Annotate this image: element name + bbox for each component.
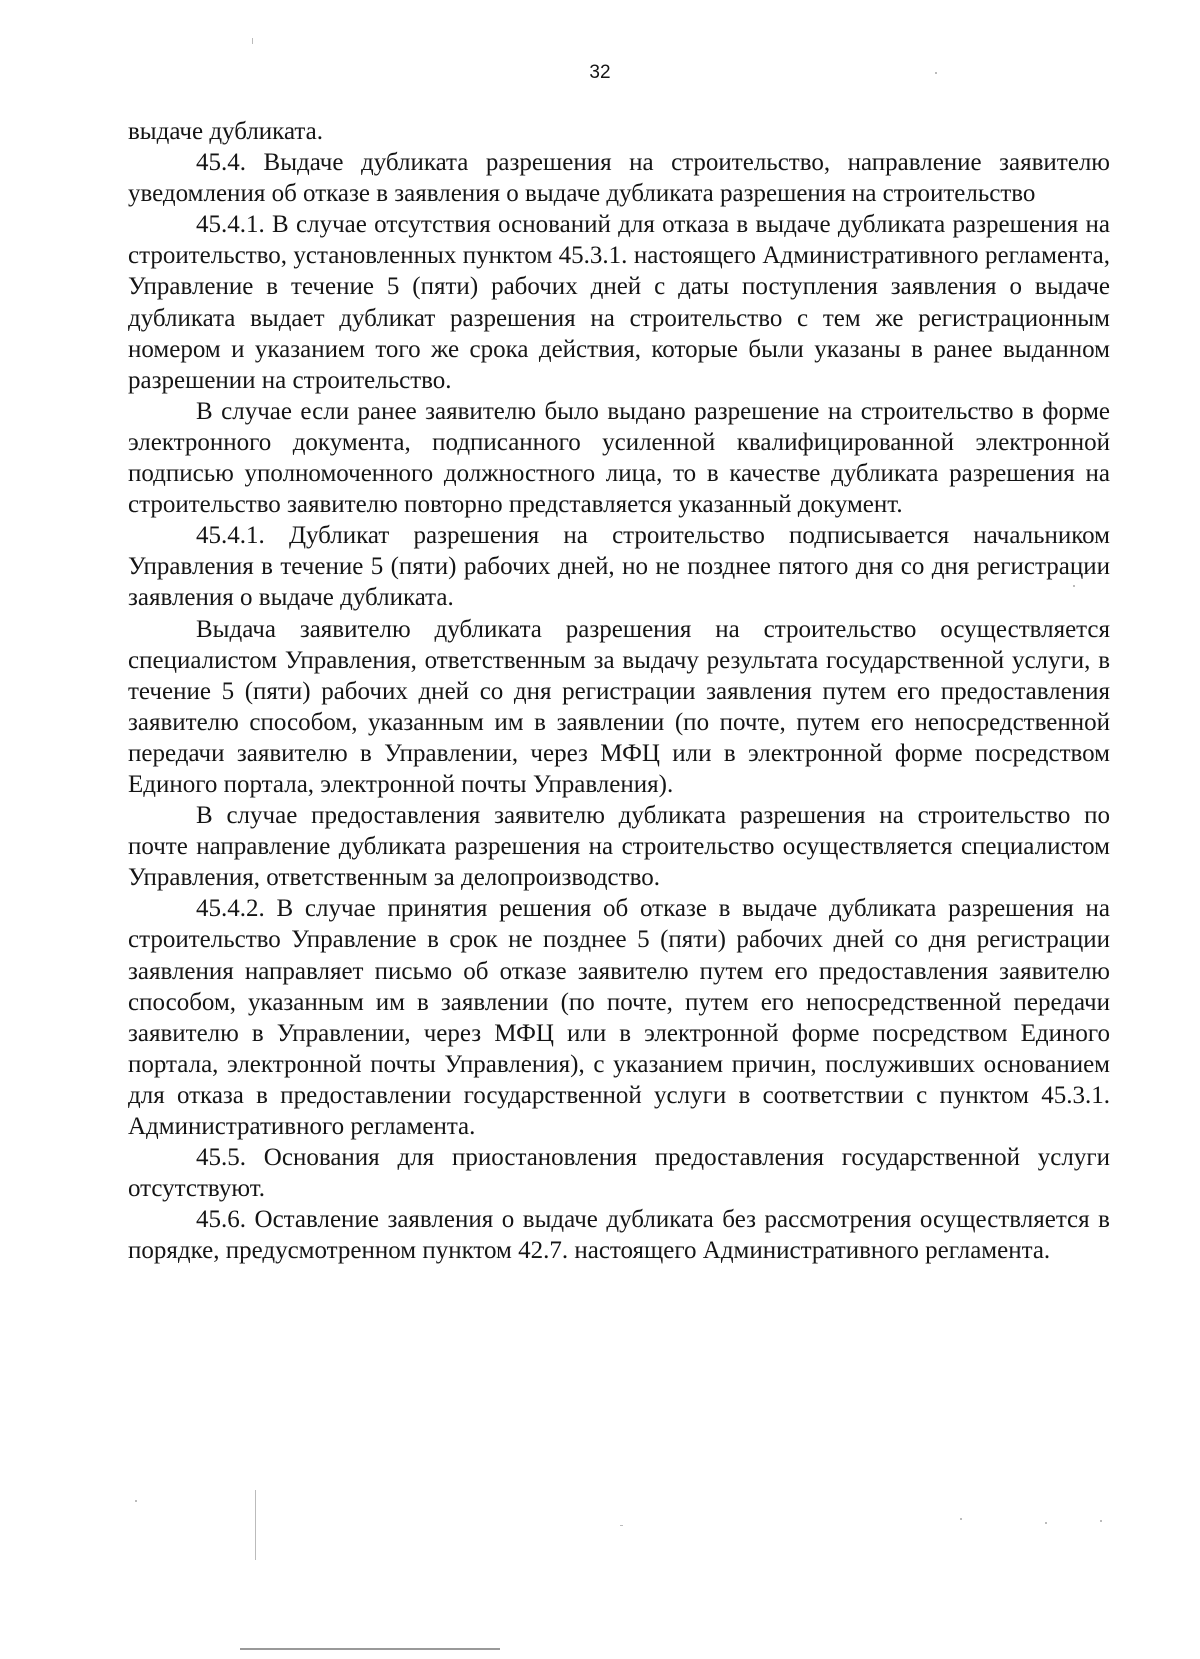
scan-edge-line (240, 1648, 500, 1650)
paragraph-electronic-document: В случае если ранее заявителю было выдано разрешение на строительство в форме электронного документа, подписанного усиленной квалифицированной электронной подписью уполномоченного должностного лица, то в качестве дубликата разрешения на строительство заявителю повторно представляется указанный документ. (128, 397, 1110, 519)
scan-speck (1073, 585, 1075, 587)
page-number: 32 (589, 62, 611, 83)
paragraph-continuation: выдаче дубликата. (128, 118, 323, 145)
scan-speck (1045, 1522, 1047, 1524)
paragraph-45-4-2: 45.4.2. В случае принятия решения об отказе в выдаче дубликата разрешения на строительство Управление в срок не позднее 5 (пяти) рабочих дней со дня регистрации заявления направляет письмо об отказе заявителю путем его предоставления заявителю способом, указанным им в заявлении (по почте, путем его непосредственной передачи заявителю в Управлении, через МФЦ или в электронной форме посредством Единого портала, электронной почты Управления), с указанием причин, послуживших основанием для отказа в предоставлении государственной услуги в соответствии с пунктом 45.3.1. Административного регламента. (128, 895, 1110, 1140)
scan-speck (1100, 1520, 1102, 1522)
scan-speck (935, 72, 937, 74)
paragraph-45-5: 45.5. Основания для приостановления предоставления государственной услуги отсутствуют. (128, 1144, 1110, 1203)
paragraph-issuance: Выдача заявителю дубликата разрешения на строительство осуществляется специалистом Управления, ответственным за выдачу результата государственной услуги, в течение 5 (пяти) рабочих дней со дня регистрации заявления путем его предоставления заявителю способом, указанным им в заявлении (по почте, путем его непосредственной передачи заявителю в Управлении, через МФЦ или в электронной форме посредством Единого портала, электронной почты Управления). (128, 615, 1110, 798)
paragraph-45-4-1-signing: 45.4.1. Дубликат разрешения на строительство подписывается начальником Управления в течение 5 (пяти) рабочих дней, но не позднее пятого дня со дня регистрации заявления о выдаче дубликата. (128, 522, 1110, 612)
paragraph-45-4: 45.4. Выдаче дубликата разрешения на строительство, направление заявителю уведомления об отказе в заявления о выдаче дубликата разрешения на строительство (128, 149, 1110, 208)
scan-speck (135, 1500, 137, 1502)
scan-speck (960, 1518, 962, 1520)
paragraph-postal-delivery: В случае предоставления заявителю дубликата разрешения на строительство по почте направление дубликата разрешения на строительство осуществляется специалистом Управления, ответственным за делопроизводство. (128, 802, 1110, 892)
paragraph-45-6: 45.6. Оставление заявления о выдаче дубликата без рассмотрения осуществляется в порядке, предусмотренном пунктом 42.7. настоящего Административного регламента. (128, 1206, 1110, 1265)
paragraph-45-4-1: 45.4.1. В случае отсутствия оснований для отказа в выдаче дубликата разрешения на строительство, установленных пунктом 45.3.1. настоящего Административного регламента, Управление в течение 5 (пяти) рабочих дней с даты поступления заявления о выдаче дубликата выдает дубликат разрешения на строительство с тем же регистрационным номером и указанием того же срока действия, которые были указаны в ранее выданном разрешении на строительство. (128, 211, 1110, 394)
document-body (128, 116, 1110, 1266)
scan-speck (620, 1525, 623, 1526)
scan-speck (252, 38, 253, 44)
scan-speck (255, 1490, 256, 1560)
